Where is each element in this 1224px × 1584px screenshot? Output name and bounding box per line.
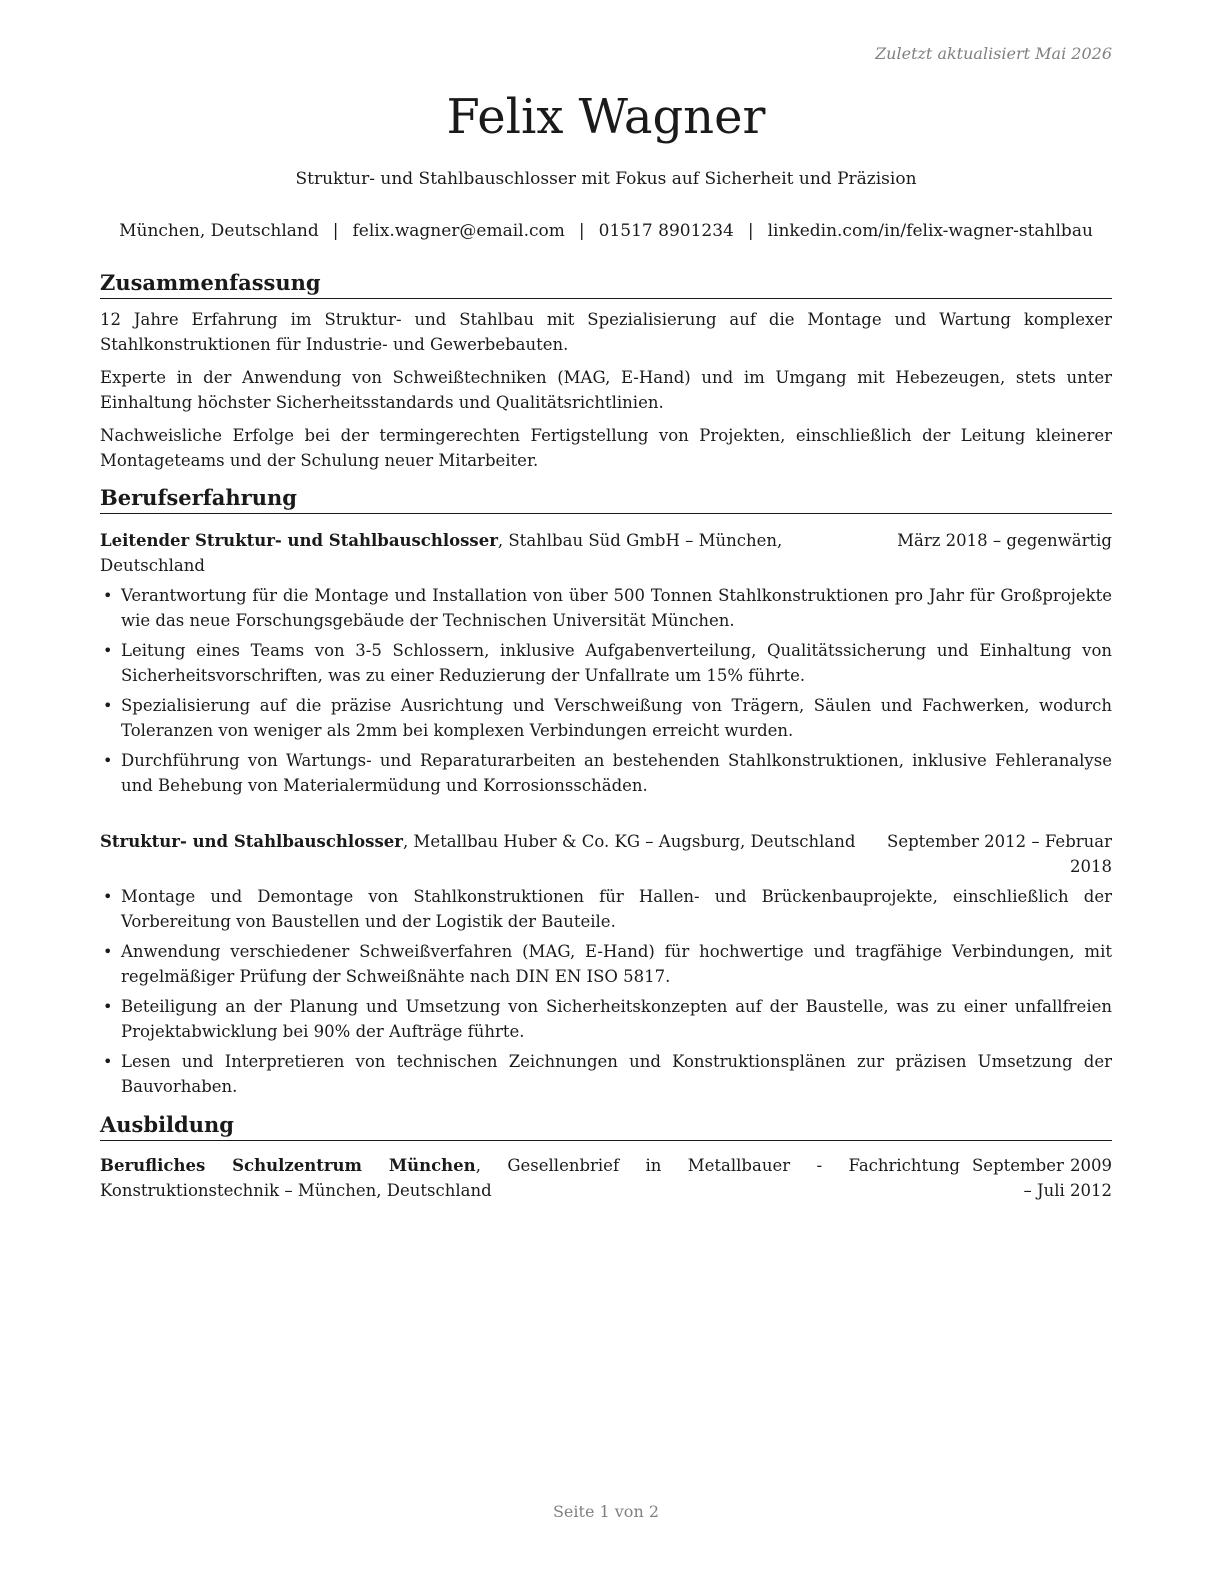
job-bullet: • Verantwortung für die Montage und Installation von über 500 Tonnen Stahlkonstruktionen pro Jahr für Großprojekte wie das neue Forschungsgebäude der Technischen Universität München. <box>100 583 1112 633</box>
job-title-line <box>100 829 872 854</box>
page-number: Seite 1 von 2 <box>552 1502 660 1521</box>
job-header <box>100 528 1112 578</box>
contact-line <box>100 218 1112 244</box>
job-header <box>100 829 1112 879</box>
contact-email[interactable]: felix.wagner@email.com <box>352 221 565 241</box>
section-title-education: Ausbildung <box>100 1110 1112 1141</box>
candidate-name: Felix Wagner <box>446 89 766 145</box>
last-updated: Zuletzt aktualisiert Mai 2026 <box>875 44 1112 63</box>
job-bullet: • Spezialisierung auf die präzise Ausrichtung und Verschweißung von Trägern, Säulen und Fachwerken, wodurch Toleranzen von weniger als 2mm bei komplexen Verbindungen erreicht wurden. <box>100 693 1112 743</box>
section-title-summary: Zusammenfassung <box>100 268 1112 299</box>
tagline: Struktur- und Stahlbauschlosser mit Fokus auf Sicherheit und Präzision <box>295 169 917 189</box>
job-bullet: • Durchführung von Wartungs- und Reparaturarbeiten an bestehenden Stahlkonstruktionen, inklusive Fehleranalyse und Behebung von Materialermüdung und Korrosionsschäden. <box>100 748 1112 798</box>
job-position: Leitender Struktur- und Stahlbauschlosser <box>100 531 498 550</box>
contact-separator: | <box>578 221 585 241</box>
job-title-line <box>100 528 887 578</box>
job-bullet-list <box>100 884 1112 1099</box>
job-bullet: • Beteiligung an der Planung und Umsetzung von Sicherheitskonzepten auf der Baustelle, was zu einer unfallfreien Projektabwicklung bei 90% der Aufträge führte. <box>100 994 1112 1044</box>
contact-separator: | <box>747 221 754 241</box>
job-company: , Metallbau Huber & Co. KG – Augsburg, Deutschland <box>402 832 856 851</box>
job-bullet: • Montage und Demontage von Stahlkonstruktionen für Hallen- und Brückenbauprojekte, einschließlich der Vorbereitung von Baustellen und der Logistik der Bauteile. <box>100 884 1112 934</box>
job-bullet: • Leitung eines Teams von 3-5 Schlossern, inklusive Aufgabenverteilung, Qualitätssicherung und Einhaltung von Sicherheitsvorschriften, was zu einer Reduzierung der Unfallrate um 15% führte. <box>100 638 1112 688</box>
summary-paragraph: Nachweisliche Erfolge bei der termingerechten Fertigstellung von Projekten, einschließlich der Leitung kleinerer Montageteams und der Schulung neuer Mitarbeiter. <box>100 426 1112 470</box>
education-degree: , Gesellenbrief in Metallbauer - Fachrichtung Konstruktionstechnik – München, Deutschland <box>100 1156 960 1200</box>
education-line <box>100 1153 972 1203</box>
education-dates: September 2009 – Juli 2012 <box>972 1156 1112 1200</box>
summary-paragraph: Experte in der Anwendung von Schweißtechniken (MAG, E-Hand) und im Umgang mit Hebezeugen, stets unter Einhaltung höchster Sicherheitsstandards und Qualitätsrichtlinien. <box>100 368 1112 412</box>
contact-linkedin[interactable]: linkedin.com/in/felix-wagner-stahlbau <box>767 221 1093 241</box>
job-company: , Stahlbau Süd GmbH – München, Deutschland <box>100 531 783 575</box>
resume-content <box>100 268 1112 1203</box>
job-dates: September 2012 – Februar 2018 <box>887 832 1112 876</box>
job-bullet-list <box>100 583 1112 798</box>
contact-phone[interactable]: 01517 8901234 <box>598 221 734 241</box>
education-school: Berufliches Schulzentrum München <box>100 1156 476 1175</box>
education-entry <box>100 1153 1112 1203</box>
summary-paragraph: 12 Jahre Erfahrung im Struktur- und Stahlbau mit Spezialisierung auf die Montage und Wartung komplexer Stahlkonstruktionen für Industrie- und Gewerbebauten. <box>100 310 1112 354</box>
job-position: Struktur- und Stahlbauschlosser <box>100 832 403 851</box>
job-bullet: • Anwendung verschiedener Schweißverfahren (MAG, E-Hand) für hochwertige und tragfähige Verbindungen, mit regelmäßiger Prüfung der Schweißnähte nach DIN EN ISO 5817. <box>100 939 1112 989</box>
section-title-experience: Berufserfahrung <box>100 483 1112 514</box>
contact-separator: | <box>332 221 339 241</box>
job-bullet: • Lesen und Interpretieren von technischen Zeichnungen und Konstruktionsplänen zur präzisen Umsetzung der Bauvorhaben. <box>100 1049 1112 1099</box>
resume-page <box>100 0 1112 1584</box>
contact-location: München, Deutschland <box>119 221 319 241</box>
job-dates: März 2018 – gegenwärtig <box>897 531 1112 550</box>
